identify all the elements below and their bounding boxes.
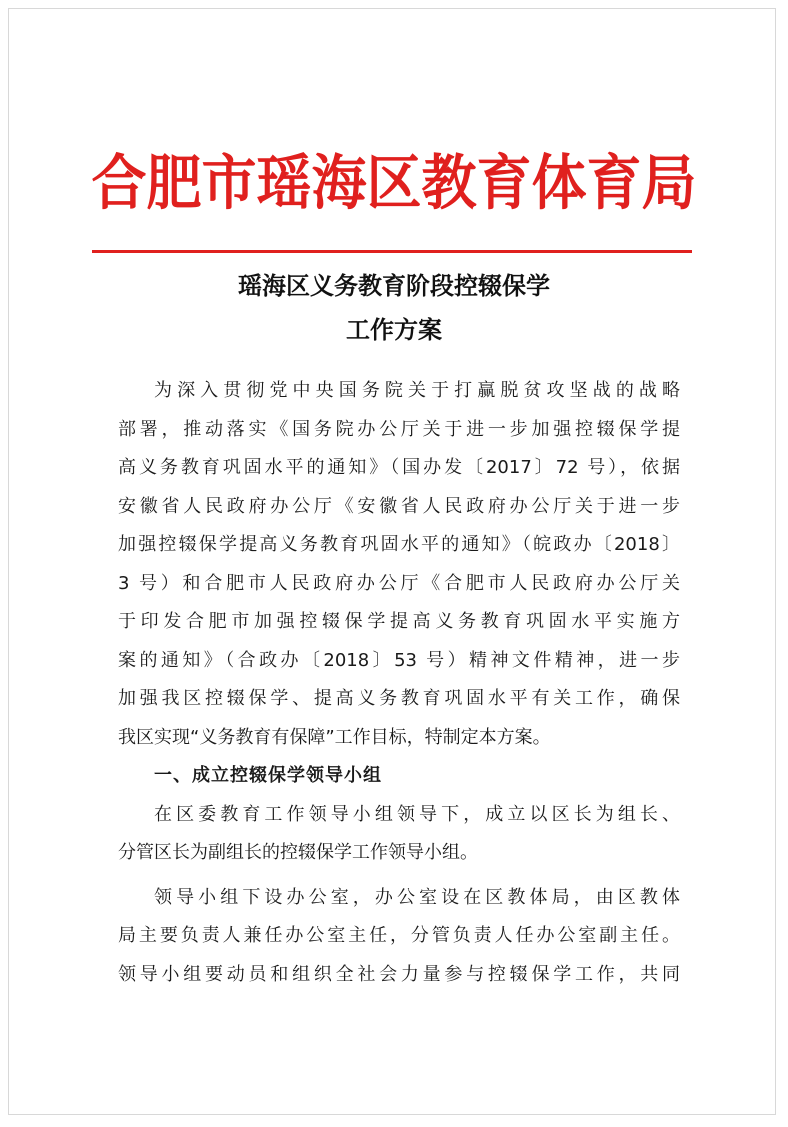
section-paragraph-line: 分管区长为副组长的控辍保学工作领导小组。 bbox=[118, 842, 478, 863]
section-paragraph-line: 局主要负责人兼任办公室主任，分管负责人任办公室副主任。 bbox=[118, 925, 680, 946]
section-paragraph-line: 在区委教育工作领导小组领导下，成立以区长为组长、 bbox=[154, 803, 680, 825]
intro-line: 于印发合肥市加强控辍保学提高义务教育巩固水平实施方 bbox=[118, 611, 680, 632]
document-title-line-1: 瑶海区义务教育阶段控辍保学 bbox=[238, 272, 550, 300]
intro-line: 加强我区控辍保学、提高义务教育巩固水平有关工作，确保 bbox=[118, 688, 680, 709]
intro-line: 部署，推动落实《国务院办公厅关于进一步加强控辍保学提 bbox=[118, 418, 680, 440]
intro-line: 我区实现“义务教育有保障”工作目标，特制定本方案。 bbox=[118, 726, 551, 748]
section-heading: 一、成立控辍保学领导小组 bbox=[154, 765, 382, 786]
intro-line: 案的通知》（合政办〔2018〕53 号）精神文件精神，进一步 bbox=[118, 649, 680, 671]
intro-line: 高义务教育巩固水平的通知》（国办发〔2017〕72 号），依据 bbox=[118, 457, 680, 478]
section-paragraph-line: 领导小组下设办公室，办公室设在区教体局，由区教体 bbox=[154, 886, 680, 908]
document-body bbox=[118, 372, 680, 994]
document-title-line-2: 工作方案 bbox=[346, 316, 442, 344]
section-paragraph-line: 领导小组要动员和组织全社会力量参与控辍保学工作，共同 bbox=[118, 963, 680, 985]
intro-line: 为深入贯彻党中央国务院关于打赢脱贫攻坚战的战略 bbox=[154, 380, 680, 401]
intro-line: 加强控辍保学提高义务教育巩固水平的通知》（皖政办〔2018〕 bbox=[118, 534, 680, 555]
issuer-header: 合肥市瑶海区教育体育局 bbox=[91, 147, 697, 218]
red-divider-rule bbox=[92, 250, 692, 253]
intro-line: 安徽省人民政府办公厅《安徽省人民政府办公厅关于进一步 bbox=[118, 495, 680, 517]
intro-line: 3 号）和合肥市人民政府办公厅《合肥市人民政府办公厅关 bbox=[118, 572, 680, 594]
